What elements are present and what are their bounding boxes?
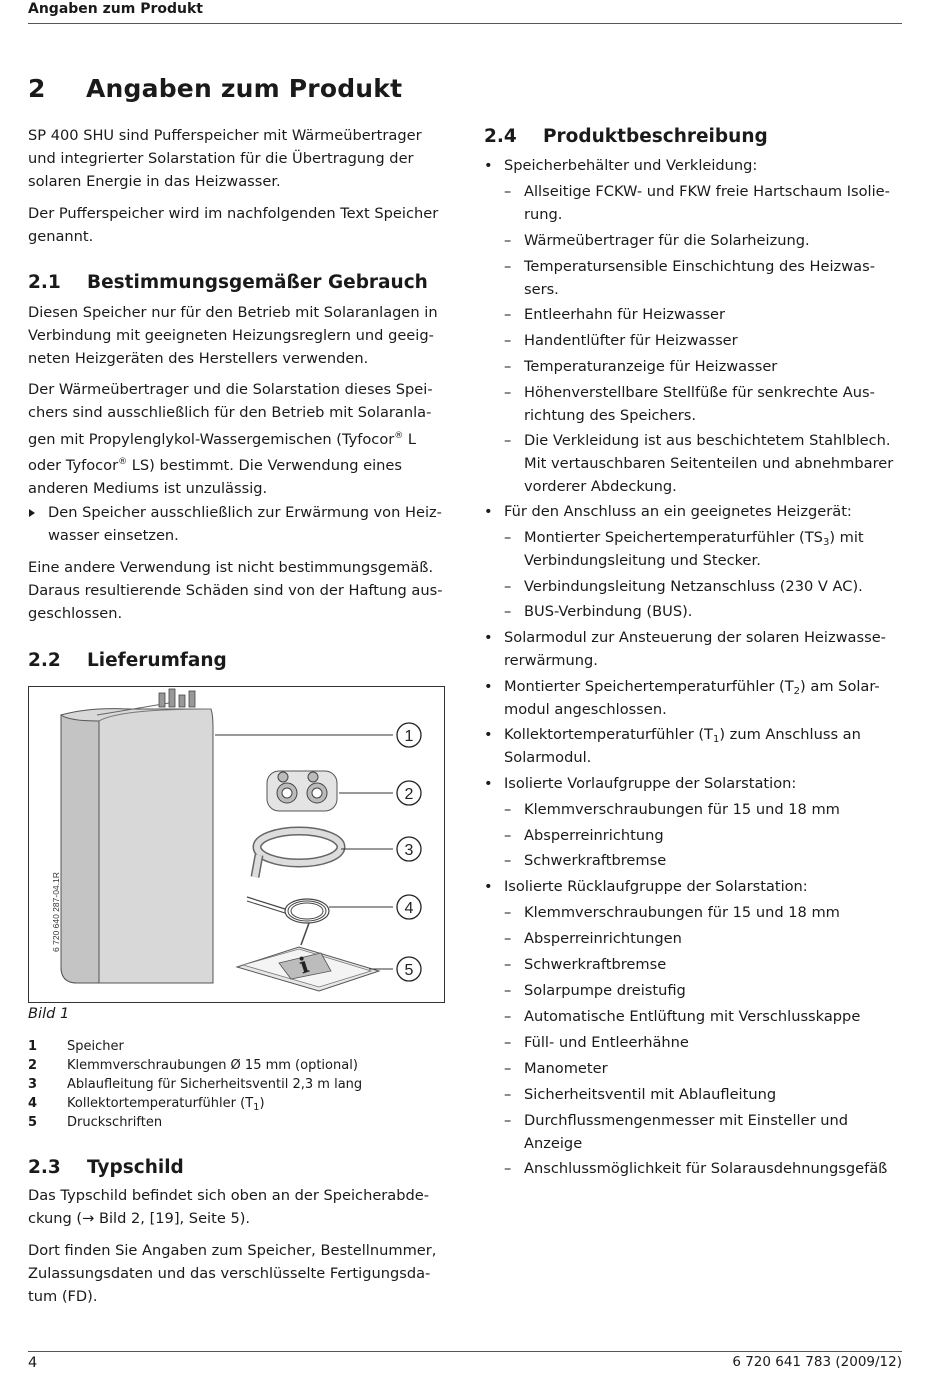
item-text [524, 1032, 904, 1055]
item-text [504, 724, 904, 770]
item-text [524, 1006, 904, 1029]
running-header [28, 0, 902, 24]
footer-rule [28, 1351, 902, 1352]
typeplate-paragraph-2: Dort finden Sie Angaben zum Speicher, Bestellnummer, Zulassungsdaten und das verschlüsselte Fertigungsda-tum (FD). [28, 1242, 437, 1305]
callout-5 [397, 957, 421, 981]
text-span: Temperaturanzeige für Heizwasser [524, 358, 778, 375]
callout-number: 3 [404, 842, 414, 859]
item-text [504, 501, 904, 524]
legend-text: Druckschriften [67, 1115, 163, 1130]
item-text [524, 601, 904, 624]
item-text [524, 1158, 904, 1181]
dash-mark: – [504, 432, 512, 449]
item-text [524, 850, 904, 873]
dash-item [504, 430, 904, 498]
text-span: Klemmverschraubungen für 15 und 18 mm [524, 801, 840, 818]
text-line [28, 425, 452, 452]
text-line: Der Wärmeübertrager und die Solarstation dieses Spei- [28, 381, 433, 398]
tank-side-panel [61, 715, 99, 983]
text-span: BUS-Verbindung (BUS). [524, 603, 693, 620]
section-title: Bestimmungsgemäßer Gebrauch [87, 272, 428, 293]
bullet-mark: • [484, 878, 493, 895]
dash-item [504, 304, 904, 327]
document-number: 6 720 641 783 (2009/12) [732, 1354, 902, 1370]
item-text [524, 527, 904, 573]
dash-mark: – [504, 956, 512, 973]
legend-number: 2 [28, 1058, 38, 1073]
bullet-item [484, 876, 904, 899]
callout-4 [397, 895, 421, 919]
bullet-mark: • [484, 157, 493, 174]
dash-item [504, 527, 904, 573]
figure-caption: Bild 1 [28, 1005, 70, 1022]
chapter-number: 2 [28, 74, 46, 103]
dash-item [504, 902, 904, 925]
dash-mark: – [504, 1112, 512, 1129]
dash-item [504, 799, 904, 822]
subscript: 1 [712, 734, 720, 745]
text-span: Klemmverschraubungen für 15 und 18 mm [524, 904, 840, 921]
action-step: Den Speicher ausschließlich zur Erwärmung von Heiz-wasser einsetzen. [28, 502, 448, 548]
fitting-icon [179, 695, 185, 707]
item-text [524, 181, 904, 227]
dash-item [504, 576, 904, 599]
dash-mark: – [504, 1034, 512, 1051]
text-span: Montierter Speichertemperaturfühler (TS [524, 529, 823, 546]
bullet-mark: • [484, 503, 493, 520]
dash-item [504, 382, 904, 428]
item-text [524, 356, 904, 379]
dash-item [504, 1058, 904, 1081]
section-2-1-heading [28, 272, 428, 293]
chapter-title [28, 74, 402, 103]
item-text [524, 825, 904, 848]
dash-mark: – [504, 1060, 512, 1077]
callout-3 [397, 837, 421, 861]
dash-item [504, 1084, 904, 1107]
section-2-2-heading [28, 650, 227, 671]
dash-mark: – [504, 529, 512, 546]
item-text [524, 1110, 904, 1156]
item-text [524, 576, 904, 599]
text-span: Allseitige FCKW- und FKW freie Hartschaum Isolie-rung. [524, 183, 890, 223]
text-line [28, 451, 452, 478]
subscript: 2 [793, 686, 801, 697]
intro-paragraph-2: Der Pufferspeicher wird im nachfolgenden Text Speicher genannt. [28, 205, 439, 245]
bullet-item [484, 155, 904, 178]
legend-text: Ablaufleitung für Sicherheitsventil 2,3 m lang [67, 1077, 363, 1092]
dash-mark: – [504, 930, 512, 947]
dash-item [504, 601, 904, 624]
dash-item [504, 928, 904, 951]
subscript: 1 [253, 1102, 260, 1113]
dash-mark: – [504, 603, 512, 620]
text-span: L [403, 430, 417, 448]
legend-text-with-sub [67, 1094, 265, 1113]
text-span: Isolierte Vorlaufgruppe der Solarstation: [504, 775, 797, 792]
bullet-item [484, 773, 904, 796]
item-text [524, 1058, 904, 1081]
legend-number: 5 [28, 1115, 38, 1130]
dash-mark: – [504, 232, 512, 249]
dash-mark: – [504, 1086, 512, 1103]
item-text [524, 430, 904, 498]
callout-number: 4 [404, 900, 414, 917]
dash-item [504, 954, 904, 977]
text-span: Montierter Speichertemperaturfühler (T [504, 678, 794, 695]
dash-item [504, 230, 904, 253]
bullet-item [484, 676, 904, 722]
dash-mark: – [504, 384, 512, 401]
dash-item [504, 181, 904, 227]
section-number: 2.3 [28, 1157, 61, 1178]
dash-item [504, 256, 904, 302]
item-text [524, 1084, 904, 1107]
section-number: 2.1 [28, 272, 61, 293]
item-text [524, 954, 904, 977]
text-line: chers sind ausschließlich für den Betrieb mit Solaranla- [28, 403, 432, 421]
text-line: anderen Mediums ist unzulässig. [28, 479, 268, 497]
item-text [524, 799, 904, 822]
item-text [524, 304, 904, 327]
text-span: Automatische Entlüftung mit Verschlusskappe [524, 1008, 861, 1025]
registered-mark: ® [118, 457, 128, 468]
figure-code: 6 720 640 287-04.1R [51, 872, 61, 952]
section-title: Typschild [87, 1157, 184, 1178]
text-span: Solarpumpe dreistufig [524, 982, 686, 999]
dash-mark: – [504, 852, 512, 869]
text-span: Absperreinrichtung [524, 827, 664, 844]
text-span: Temperatursensible Einschichtung des Heizwas-sers. [524, 258, 875, 298]
dash-mark: – [504, 332, 512, 349]
usage-paragraph-2 [28, 379, 452, 501]
usage-paragraph-3: Eine andere Verwendung ist nicht bestimmungsgemäß. Daraus resultierende Schäden sind von der Haftung aus-geschlossen. [28, 559, 443, 622]
legend-text: Klemmverschraubungen Ø 15 mm (optional) [67, 1058, 358, 1073]
text-span: Isolierte Rücklaufgruppe der Solarstation: [504, 878, 808, 895]
text-span: Sicherheitsventil mit Ablaufleitung [524, 1086, 777, 1103]
item-text [524, 980, 904, 1003]
typeplate-paragraph-1: Das Typschild befindet sich oben an der Speicherabde-ckung (→ Bild 2, [19], Seite 5). [28, 1187, 430, 1227]
dash-item [504, 330, 904, 353]
callout-2 [397, 781, 421, 805]
dash-item [504, 1032, 904, 1055]
text-span: oder Tyfocor [28, 457, 119, 475]
dash-item [504, 825, 904, 848]
text-span: ) mit Verbindungsleitung und Stecker. [524, 529, 864, 569]
text-span: Kollektortemperaturfühler (T [504, 726, 713, 743]
bullet-mark: • [484, 775, 493, 792]
text-span: ) [259, 1096, 265, 1111]
bullet-mark: • [484, 726, 493, 743]
item-text [504, 676, 904, 722]
dash-mark: – [504, 982, 512, 999]
dash-mark: – [504, 306, 512, 323]
callout-number: 2 [404, 786, 414, 803]
bullet-item [484, 627, 904, 673]
item-text [504, 876, 904, 899]
dash-item [504, 980, 904, 1003]
text-span: Wärmeübertrager für die Solarheizung. [524, 232, 810, 249]
info-icon: i [296, 952, 313, 980]
dash-mark: – [504, 358, 512, 375]
text-span: LS) bestimmt. Die Verwendung eines [127, 457, 402, 475]
text-span: Verbindungsleitung Netzanschluss (230 V AC). [524, 578, 863, 595]
item-text [524, 330, 904, 353]
section-number: 2.2 [28, 650, 61, 671]
text-span: Entleerhahn für Heizwasser [524, 306, 726, 323]
dash-item [504, 1110, 904, 1156]
text-span: Schwerkraftbremse [524, 852, 667, 869]
registered-mark: ® [394, 430, 404, 441]
text-span: Absperreinrichtungen [524, 930, 682, 947]
legend-number: 3 [28, 1077, 38, 1092]
text-span: Für den Anschluss an ein geeignetes Heizgerät: [504, 503, 852, 520]
callout-1 [397, 723, 421, 747]
section-title: Lieferumfang [87, 650, 227, 671]
dash-mark: – [504, 904, 512, 921]
section-2-3-heading [28, 1157, 184, 1178]
legend-number: 1 [28, 1039, 38, 1054]
section-2-4-heading [484, 126, 768, 147]
dash-item [504, 850, 904, 873]
text-span: Manometer [524, 1060, 608, 1077]
scope-of-delivery-figure [28, 686, 445, 1003]
bullet-mark: • [484, 678, 493, 695]
dash-mark: – [504, 1160, 512, 1177]
dash-mark: – [504, 578, 512, 595]
item-text [524, 230, 904, 253]
figure-illustration [29, 687, 446, 1004]
legend-text: Speicher [67, 1039, 124, 1054]
intro-paragraph-1: SP 400 SHU sind Pufferspeicher mit Wärmeübertrager und integrierter Solarstation für die Übertragung der solaren Energie in das Heizwasser. [28, 127, 422, 190]
bullet-mark: • [484, 629, 493, 646]
text-span: Füll- und Entleerhähne [524, 1034, 689, 1051]
chapter-title-text: Angaben zum Produkt [86, 74, 403, 103]
page-number: 4 [28, 1354, 38, 1371]
dash-item [504, 1158, 904, 1181]
text-span: Höhenverstellbare Stellfüße für senkrechte Aus-richtung des Speichers. [524, 384, 875, 424]
dash-item [504, 1006, 904, 1029]
text-span: Durchflussmengenmesser mit Einsteller und Anzeige [524, 1112, 848, 1152]
usage-paragraph-1: Diesen Speicher nur für den Betrieb mit Solaranlagen in Verbindung mit geeigneten Heizungsreglern und geeig-neten Heizgeräten des Herstellers verwenden. [28, 304, 438, 367]
subscript: 3 [822, 537, 830, 548]
text-span: Schwerkraftbremse [524, 956, 667, 973]
item-text [504, 773, 904, 796]
dash-mark: – [504, 183, 512, 200]
dash-mark: – [504, 258, 512, 275]
text-span: ) zum Anschluss an Solarmodul. [504, 726, 861, 766]
text-span: Solarmodul zur Ansteuerung der solaren Heizwasse-rerwärmung. [504, 629, 886, 669]
item-text [504, 627, 904, 673]
text-span: Anschlussmöglichkeit für Solarausdehnungsgefäß [524, 1160, 888, 1177]
item-text [524, 902, 904, 925]
item-text [524, 256, 904, 302]
fitting-icon [159, 693, 165, 707]
bullet-item [484, 501, 904, 524]
callout-number: 1 [404, 728, 414, 745]
item-text [524, 928, 904, 951]
bullet-item [484, 724, 904, 770]
legend-number: 4 [28, 1096, 38, 1111]
dash-mark: – [504, 801, 512, 818]
text-span: Speicherbehälter und Verkleidung: [504, 157, 758, 174]
running-header-title: Angaben zum Produkt [28, 1, 203, 17]
fitting-icon [189, 691, 195, 707]
fitting-icon [169, 689, 175, 707]
callout-number: 5 [404, 962, 414, 979]
text-span: gen mit Propylenglykol-Wassergemischen (Tyfocor [28, 430, 395, 448]
text-span: Die Verkleidung ist aus beschichtetem Stahlblech. Mit vertauschbaren Seitenteilen und abnehmbarer vorderer Abdeckung. [524, 432, 894, 495]
section-title: Produktbeschreibung [543, 126, 768, 147]
text-span: Handentlüfter für Heizwasser [524, 332, 738, 349]
dash-item [504, 356, 904, 379]
dash-mark: – [504, 827, 512, 844]
dash-mark: – [504, 1008, 512, 1025]
section-number: 2.4 [484, 126, 517, 147]
text-span: Kollektortemperaturfühler (T [67, 1096, 254, 1111]
text-span: ) am Solar-modul angeschlossen. [504, 678, 880, 718]
item-text [504, 155, 904, 178]
item-text [524, 382, 904, 428]
